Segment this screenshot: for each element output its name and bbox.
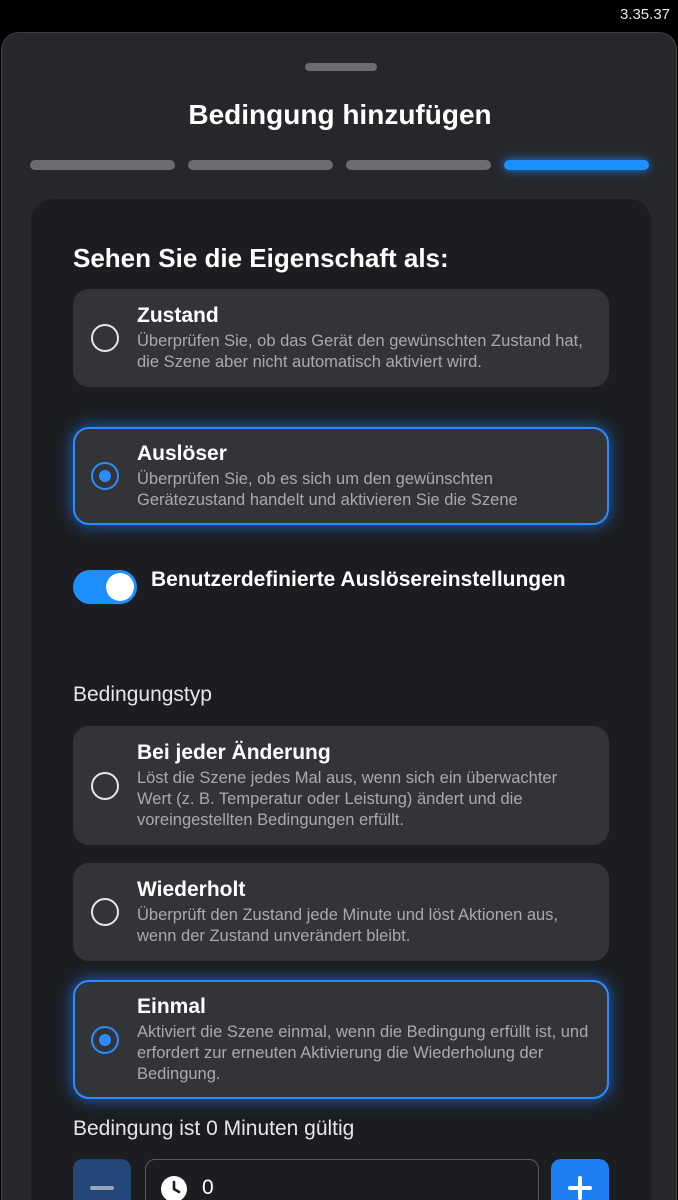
property-heading: Sehen Sie die Eigenschaft als: <box>73 243 449 273</box>
condition-type-label: Bedingungstyp <box>73 683 212 706</box>
drag-handle[interactable] <box>305 63 377 71</box>
status-bar <box>0 0 678 32</box>
validity-stepper <box>73 1159 609 1200</box>
custom-trigger-toggle[interactable] <box>73 570 137 604</box>
option-description: Überprüfen Sie, ob es sich um den gewünschten Gerätezustand handelt und aktivieren Sie die Szene <box>137 470 518 509</box>
custom-trigger-row <box>73 566 609 626</box>
toggle-knob <box>106 573 134 601</box>
increment-button[interactable] <box>551 1159 609 1200</box>
radio-checked-icon[interactable] <box>91 462 119 490</box>
option-title: Bei jeder Änderung <box>137 741 331 764</box>
radio-dot-icon <box>99 1034 111 1046</box>
radio-dot-icon <box>99 470 111 482</box>
custom-trigger-label: Benutzerdefinierte Auslösereinstellungen <box>151 568 566 591</box>
option-description: Löst die Szene jedes Mal aus, wenn sich ein überwachter Wert (z. B. Temperatur oder Leistung) ändert und die voreingestellten Bedingungen erfüllt. <box>137 769 558 829</box>
sheet-title: Bedingung hinzufügen <box>188 99 492 130</box>
option-title: Wiederholt <box>137 878 246 901</box>
step-4-indicator-active <box>504 160 649 170</box>
step-progress <box>30 160 650 172</box>
radio-unchecked-icon[interactable] <box>91 324 119 352</box>
option-description: Überprüft den Zustand jede Minute und löst Aktionen aus, wenn der Zustand unverändert bleibt. <box>137 906 559 945</box>
decrement-button[interactable] <box>73 1159 131 1200</box>
validity-label: Bedingung ist 0 Minuten gültig <box>73 1117 355 1140</box>
option-einmal[interactable] <box>73 980 609 1099</box>
radio-checked-icon[interactable] <box>91 1026 119 1054</box>
status-time: 3.35.37 <box>619 6 670 23</box>
option-bei-jeder-aenderung[interactable] <box>73 726 609 845</box>
minus-icon <box>90 1186 114 1190</box>
content-panel <box>31 199 651 1200</box>
option-wiederholt[interactable] <box>73 863 609 961</box>
option-description: Überprüfen Sie, ob das Gerät den gewünschten Zustand hat, die Szene aber nicht automatisch aktiviert wird. <box>137 332 583 371</box>
step-2-indicator <box>188 160 333 170</box>
minutes-input[interactable] <box>145 1159 539 1200</box>
radio-unchecked-icon[interactable] <box>91 772 119 800</box>
option-description: Aktiviert die Szene einmal, wenn die Bedingung erfüllt ist, und erfordert zur erneuten Aktivierung die Wiederholung der Bedingung. <box>137 1023 589 1083</box>
minutes-value: 0 <box>202 1176 214 1199</box>
step-3-indicator <box>346 160 491 170</box>
option-title: Zustand <box>137 304 219 327</box>
bottom-sheet <box>1 32 677 1200</box>
option-ausloeser[interactable] <box>73 427 609 525</box>
option-title: Einmal <box>137 995 206 1018</box>
radio-unchecked-icon[interactable] <box>91 898 119 926</box>
step-1-indicator <box>30 160 175 170</box>
clock-icon <box>160 1175 188 1200</box>
option-title: Auslöser <box>137 442 227 465</box>
option-zustand[interactable] <box>73 289 609 387</box>
